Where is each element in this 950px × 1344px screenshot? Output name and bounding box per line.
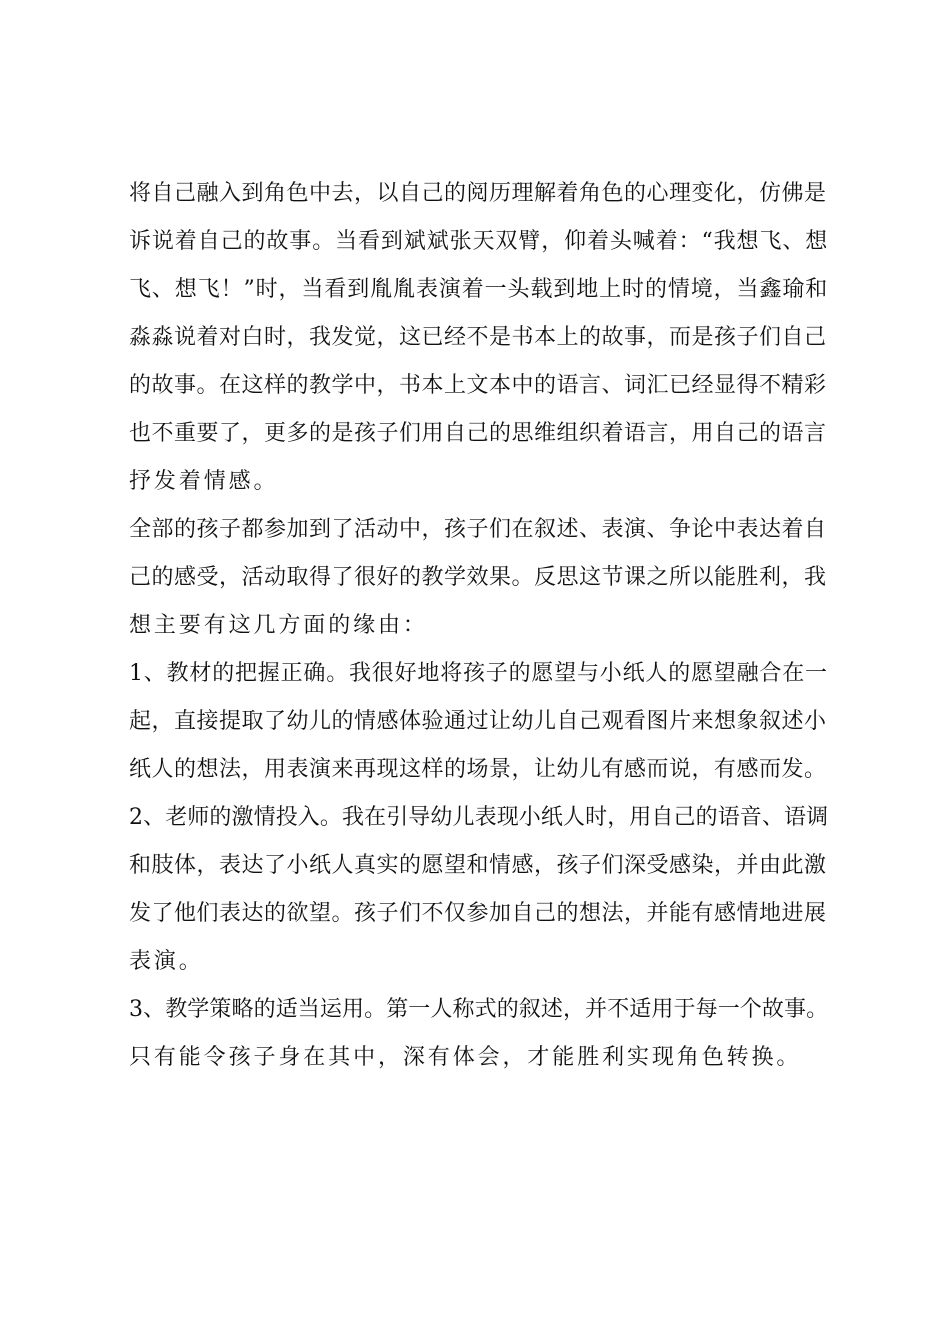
- text-line: 将自己融入到角色中去，以自己的阅历理解着角色的心理变化，仿佛是: [129, 181, 827, 206]
- text-line: 想主要有这几方面的缘由：: [129, 613, 428, 638]
- text-line: 的故事。在这样的教学中，书本上文本中的语言、词汇已经显得不精彩: [129, 373, 827, 398]
- text-line: 诉说着自己的故事。当看到斌斌张天双臂，仰着头喊着：“我想飞、想: [129, 229, 829, 254]
- text-line: 和肢体，表达了小纸人真实的愿望和情感，孩子们深受感染，并由此激: [129, 853, 827, 878]
- text-line: 也不重要了，更多的是孩子们用自己的思维组织着语言，用自己的语言: [129, 421, 827, 446]
- text-line: 淼淼说着对白时，我发觉，这已经不是书本上的故事，而是孩子们自己: [129, 325, 827, 350]
- text-line: 表演。: [129, 949, 204, 974]
- text-line: 发了他们表达的欲望。孩子们不仅参加自己的想法，并能有感情地进展: [129, 901, 827, 926]
- document-body: [129, 180, 829, 1092]
- text-line: 3、教学策略的适当运用。第一人称式的叙述，并不适用于每一个故事。: [129, 997, 829, 1022]
- text-line: 2、老师的激情投入。我在引导幼儿表现小纸人时，用自己的语音、语调: [129, 805, 829, 830]
- text-line: 1、教材的把握正确。我很好地将孩子的愿望与小纸人的愿望融合在一: [129, 661, 828, 686]
- text-line: 纸人的想法，用表演来再现这样的场景，让幼儿有感而说，有感而发。: [129, 757, 827, 782]
- text-line: 起，直接提取了幼儿的情感体验通过让幼儿自己观看图片来想象叙述小: [129, 709, 827, 734]
- text-line: 飞、想飞！”时，当看到胤胤表演着一头载到地上时的情境，当鑫瑜和: [129, 277, 829, 302]
- text-line: 全部的孩子都参加到了活动中，孩子们在叙述、表演、争论中表达着自: [129, 517, 827, 542]
- text-line: 己的感受，活动取得了很好的教学效果。反思这节课之所以能胜利，我: [129, 565, 827, 590]
- text-line: 抒发着情感。: [129, 469, 279, 494]
- text-line: 只有能令孩子身在其中，深有体会，才能胜利实现角色转换。: [129, 1045, 802, 1070]
